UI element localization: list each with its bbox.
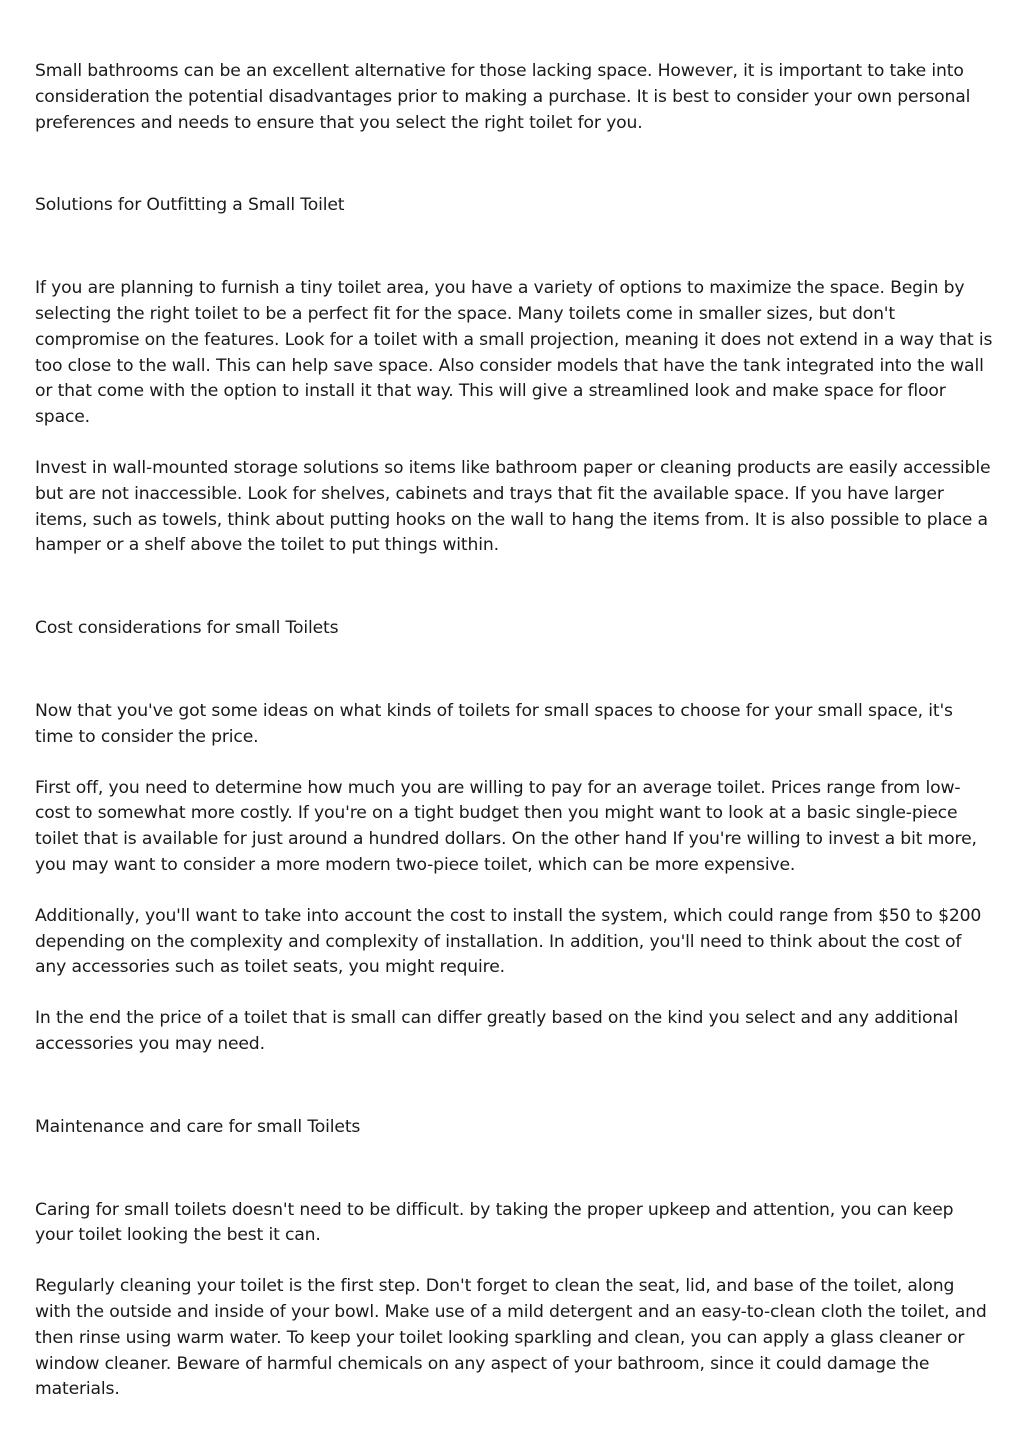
paragraph-budget: First off, you need to determine how much you are willing to pay for an average toilet. Prices range from low-cost to somewhat more costly. If you're on a tight budget then you might want to look at a basic single-piece toilet that is available for just around a hundred dollars. On the other hand If you're willing to invest a bit more, you may want to consider a more modern two-piece toilet, which can be more expensive. [35,777,977,875]
paragraph-furnish: If you are planning to furnish a tiny toilet area, you have a variety of options to maximize the space. Begin by selecting the right toilet to be a perfect fit for the space. Many toilets come in smaller sizes, but don't compromise on the features. Look for a toilet with a small projection, meaning it does not extend in a way that is too close to the wall. This can help save space. Also consider models that have the tank integrated into the wall or that come with the option to install it that way. This will give a streamlined look and make space for floor space. [35,278,993,428]
paragraph-cleaning: Regularly cleaning your toilet is the first step. Don't forget to clean the seat, lid, and base of the toilet, along with the outside and inside of your bowl. Make use of a mild detergent and an easy-to-clean cloth the toilet, and then rinse using warm water. To keep your toilet looking sparkling and clean, you can apply a glass cleaner or window cleaner. Beware of harmful chemicals on any aspect of your bathroom, since it could damage the materials. [35,1276,987,1400]
paragraph-intro: Small bathrooms can be an excellent alternative for those lacking space. However, it is important to take into consideration the potential disadvantages prior to making a purchase. It is best to consider your own personal preferences and needs to ensure that you select the right toilet for you. [35,61,971,133]
paragraph-storage: Invest in wall-mounted storage solutions so items like bathroom paper or cleaning products are easily accessible but are not inaccessible. Look for shelves, cabinets and trays that fit the available space. If you have larger items, such as towels, think about putting hooks on the wall to hang the items from. It is also possible to place a hamper or a shelf above the toilet to put things within. [35,457,991,556]
document-body [35,59,995,1403]
paragraph-care-intro: Caring for small toilets doesn't need to be difficult. by taking the proper upkeep and attention, you can keep your toilet looking the best it can. [35,1199,954,1246]
paragraph-install-cost: Additionally, you'll want to take into account the cost to install the system, which could range from $50 to $200 depending on the complexity and complexity of installation. In addition, you'll need to think about the cost of any accessories such as toilet seats, you might require. [35,905,982,978]
paragraph-price-intro: Now that you've got some ideas on what kinds of toilets for small spaces to choose for your small space, it's time to consider the price. [35,700,953,747]
paragraph-price-summary: In the end the price of a toilet that is small can differ greatly based on the kind you select and any additional accessories you may need. [35,1008,959,1054]
section-heading-solutions: Solutions for Outfitting a Small Toilet [35,195,345,216]
section-heading-cost: Cost considerations for small Toilets [35,618,339,639]
section-heading-maintenance: Maintenance and care for small Toilets [35,1116,361,1137]
